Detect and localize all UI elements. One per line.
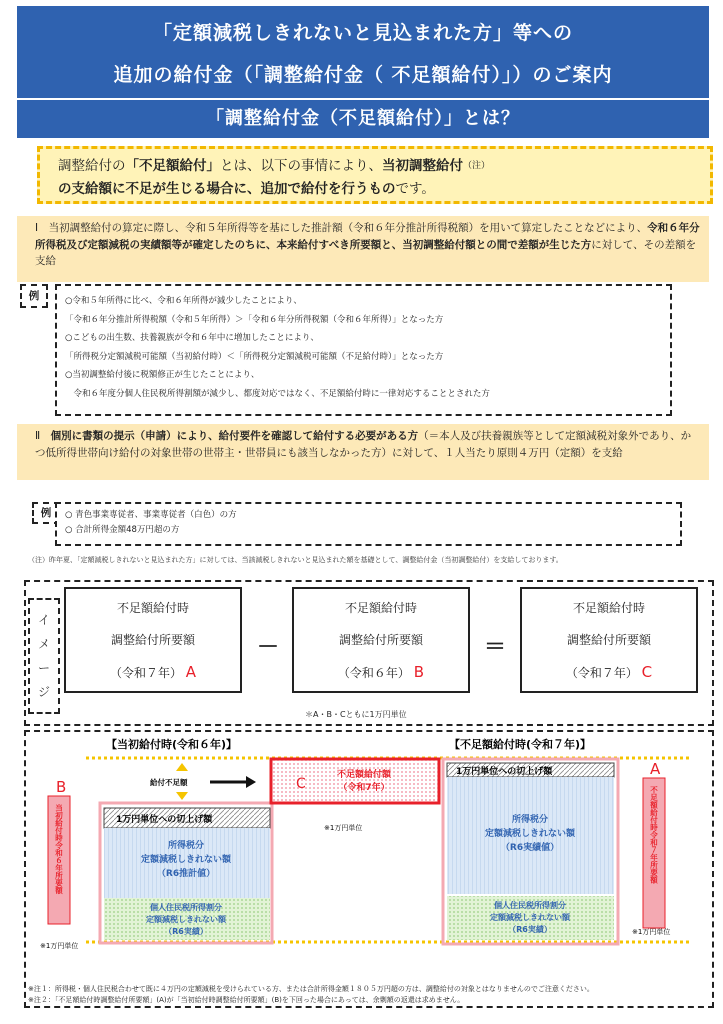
- formula-box-b: [292, 587, 470, 693]
- right-income-tax-label-3: （R6実績値）: [500, 843, 560, 853]
- minus-sign: －: [257, 635, 280, 660]
- center-letter-c: C: [296, 776, 306, 792]
- section-two: [17, 424, 709, 480]
- section-two-text-a: Ⅱ: [35, 430, 51, 442]
- page-title-line1: 「定額減税しきれないと見込まれた方」等への: [152, 22, 573, 44]
- formula-box-line3: [294, 656, 468, 689]
- formula-box-line3: [66, 656, 240, 689]
- center-label-2: （令和7年）: [338, 783, 390, 793]
- right-vertical-label: 不足額給付時令和７年所要額: [649, 786, 659, 884]
- example-two-line: ○ 青色事業専従者、事業専従者（白色）の方: [65, 510, 237, 520]
- comparison-chart: [24, 730, 714, 1008]
- right-unit-note: ※1万円単位: [632, 928, 671, 936]
- page-title-line2: 追加の給付金（「調整給付金（ 不足額給付）」）のご案内: [113, 64, 613, 86]
- formula-box-line1: 不足額給付時: [344, 601, 417, 615]
- left-resident-tax-label-3: （R6実績）: [164, 927, 208, 936]
- image-label-char: ジ: [37, 685, 50, 699]
- left-letter-b: B: [56, 778, 67, 796]
- example-one-line: 「令和６年分推計所得税額（令和５年所得）＞「令和６年分所得税額（令和６年所得）」となった方: [65, 314, 444, 325]
- left-roundup-label: 1万円単位への切上げ額: [116, 815, 213, 825]
- arrow-right-head-icon: [246, 776, 256, 788]
- shortfall-label: 給付不足額: [150, 778, 188, 787]
- right-resident-tax-label-1: 個人住民税所得割分: [494, 901, 566, 910]
- right-letter-a: A: [650, 760, 661, 778]
- down-arrow-icon: [176, 792, 188, 800]
- definition-text-4: 当初調整給付: [382, 158, 463, 174]
- right-roundup-label: 1万円単位への切上げ額: [456, 767, 553, 777]
- image-label: [28, 598, 60, 714]
- left-vertical-label: 当初給付時令和６年所要額: [54, 804, 64, 894]
- formula-box-c: [520, 587, 698, 693]
- formula-box-period: （令和６年）: [337, 666, 410, 680]
- equals-sign: ＝: [484, 635, 507, 660]
- example-one-box: [55, 284, 672, 416]
- center-unit-note: ※1万円単位: [324, 824, 363, 832]
- definition-text-6: です。: [395, 181, 435, 197]
- example-two-box: [55, 502, 682, 546]
- formula-box-a: [64, 587, 242, 693]
- formula-letter-a: A: [185, 663, 197, 681]
- section-heading: 「調整給付金（不足額給付）」とは？: [17, 100, 709, 138]
- left-unit-note: ※1万円単位: [40, 942, 79, 950]
- section-one: [17, 216, 709, 282]
- footnote-top: （注）昨年夏、「定額減税しきれないと見込まれた方」に対しては、当該減税しきれないと見込まれた額を基礎として、調整給付金（当初調整給付）を支給しております。: [28, 556, 563, 564]
- left-resident-tax-label-1: 個人住民税所得割分: [150, 903, 222, 912]
- image-label-char: ー: [37, 661, 50, 675]
- example-one-label: 例: [20, 284, 48, 308]
- formula-box-line1: 不足額給付時: [116, 601, 189, 615]
- right-income-tax-label-2: 定額減税しきれない額: [484, 829, 576, 839]
- left-income-tax-label-1: 所得税分: [167, 841, 205, 851]
- footnote-bottom-2: ※注２：「不足額給付時調整給付所要額」(A)が「当初給付時調整給付所要額」(B)を下回った場合にあっては、余剰額の返還は求めません。: [28, 996, 465, 1004]
- formula-box-line2: 調整給付所要額: [338, 633, 423, 647]
- chart-right-title: 【不足額給付時(令和７年)】: [449, 738, 592, 751]
- left-income-tax-label-3: （R6推計値）: [156, 869, 216, 879]
- formula-box-period: （令和７年）: [109, 666, 182, 680]
- definition-text-1: 調整給付の: [58, 158, 126, 174]
- header-banner: [17, 6, 709, 98]
- definition-text-3: とは、以下の事情により、: [220, 158, 382, 174]
- formula-box-line2: 調整給付所要額: [566, 633, 651, 647]
- example-one-line: ○令和５年所得に比べ、令和６年所得が減少したことにより、: [65, 296, 302, 306]
- definition-box: [37, 146, 713, 204]
- example-two-label: 例: [32, 502, 60, 524]
- right-income-tax-label-1: 所得税分: [511, 815, 549, 825]
- section-one-text-c: に対して、その差額を支給: [35, 238, 697, 267]
- definition-text-5: の支給額に不足が生じる場合に、追加で給付を行うもの: [58, 181, 396, 197]
- right-resident-tax-label-2: 定額減税しきれない額: [490, 913, 570, 922]
- left-resident-tax-label-2: 定額減税しきれない額: [146, 915, 226, 924]
- formula-box-period: （令和７年）: [565, 666, 638, 680]
- section-two-text-b: 個別に書類の提示（申請）により、給付要件を確認して給付する必要がある方: [50, 430, 419, 442]
- example-one-line: 令和６年度分個人住民税所得割額が減少し、都度対応ではなく、不足額給付時に一律対応することとされた方: [65, 388, 490, 399]
- section-one-text-a: Ⅰ 当初調整給付の算定に際し、令和５年所得等を基にした推計額（令和６年分推計所得税額）を用いて算定したことなどにより、: [35, 222, 648, 234]
- example-one-line: ○当初調整給付後に税額修正が生じたことにより、: [65, 370, 260, 380]
- unit-note: ＊A・B・Cともに1万円単位: [305, 710, 407, 719]
- formula-box-line1: 不足額給付時: [572, 601, 645, 615]
- footnote-bottom-1: ※注１：所得税・個人住民税合わせて既に４万円の定額減税を受けられている方、または合計所得金額１８０５万円超の方は、調整給付の対象とはなりませんのでご注意ください。: [28, 985, 594, 993]
- formula-letter-b: B: [413, 663, 425, 681]
- example-one-line: 「所得税分定額減税可能額（当初給付時）＜「所得税分定額減税可能額（不足給付時）」となった方: [65, 351, 444, 362]
- section-two-text-c: （＝本人及び扶養親族等として定額減税対象外であり、かつ低所得世帯向け給付の対象世帯の世帯主・世帯員にも該当しなかった方）に対して、１人当たり原則４万円（定額）を支給: [35, 430, 692, 459]
- example-one-line: ○こどもの出生数、扶養親族が令和６年中に増加したことにより、: [65, 333, 319, 343]
- chart-left-title: 【当初給付時(令和６年)】: [106, 738, 238, 751]
- definition-sup: （注）: [463, 161, 491, 171]
- center-label-1: 不足額給付額: [336, 770, 392, 780]
- image-label-char: メ: [37, 637, 50, 651]
- formula-box-line2: 調整給付所要額: [110, 633, 195, 647]
- definition-text-2: 「不足額給付」: [125, 158, 220, 174]
- formula-box-line3: [522, 656, 696, 689]
- left-income-tax-label-2: 定額減税しきれない額: [140, 855, 232, 865]
- section-one-text-b: 令和６年分所得税及び定額減税の実績額等が確定したのちに、本来給付すべき所要額と、当初調整給付額との間で差額が生じた方: [35, 222, 700, 251]
- formula-letter-c: C: [641, 663, 653, 681]
- image-label-char: イ: [37, 613, 50, 627]
- example-two-line: ○ 合計所得金額48万円超の方: [65, 525, 180, 535]
- footnote-bottom: [28, 984, 708, 1006]
- up-arrow-icon: [176, 763, 188, 771]
- right-resident-tax-label-3: （R6実績）: [508, 925, 552, 934]
